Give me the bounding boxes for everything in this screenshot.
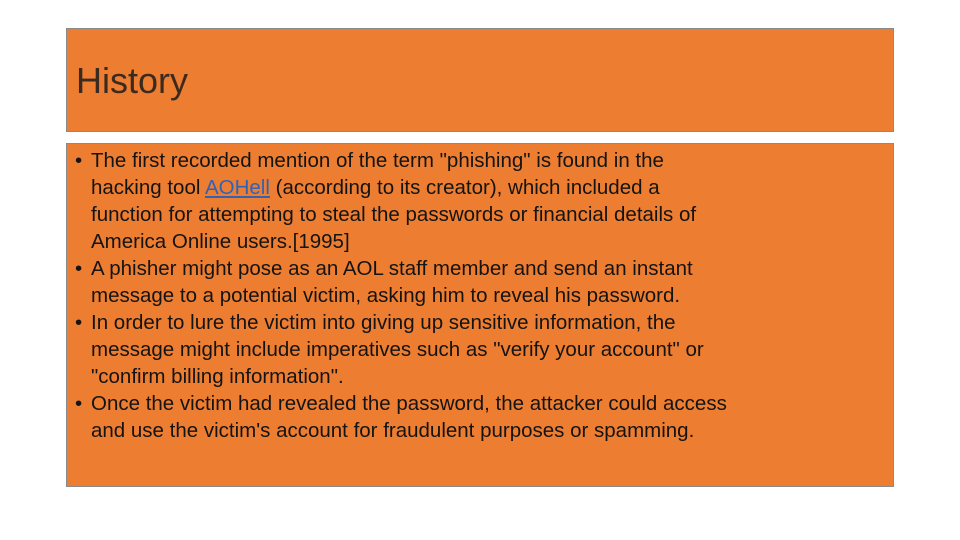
bullet-line: Once the victim had revealed the password, the attacker could access <box>91 392 727 415</box>
bullet-line: and use the victim's account for fraudulent purposes or spamming. <box>91 419 695 442</box>
bullet-line: America Online users.[1995] <box>91 230 350 253</box>
bullet-line: The first recorded mention of the term "phishing" is found in the <box>91 149 664 172</box>
bullet-line <box>91 174 889 201</box>
bullet-item <box>75 309 889 390</box>
content-box <box>66 143 894 487</box>
bullet-line: function for attempting to steal the passwords or financial details of <box>91 203 697 226</box>
aohell-link[interactable]: AOHell <box>204 176 270 199</box>
bullet-line: message to a potential victim, asking him to reveal his password. <box>91 284 681 307</box>
bullet-icon: • <box>75 257 83 280</box>
bullet-icon: • <box>75 149 83 172</box>
text-segment: hacking tool <box>91 176 205 199</box>
bullet-item <box>75 147 889 255</box>
bullet-list <box>75 147 889 444</box>
bullet-icon: • <box>75 311 83 334</box>
bullet-line: A phisher might pose as an AOL staff member and send an instant <box>91 257 693 280</box>
text-segment: (according to its creator), which included a <box>269 176 660 199</box>
bullet-item <box>75 390 889 444</box>
title-box <box>66 28 894 132</box>
bullet-line: "confirm billing information". <box>91 365 344 388</box>
bullet-icon: • <box>75 392 83 415</box>
bullet-item <box>75 255 889 309</box>
bullet-line: message might include imperatives such as "verify your account" or <box>91 338 704 361</box>
slide-title: History <box>76 60 189 101</box>
bullet-line: In order to lure the victim into giving up sensitive information, the <box>91 311 676 334</box>
